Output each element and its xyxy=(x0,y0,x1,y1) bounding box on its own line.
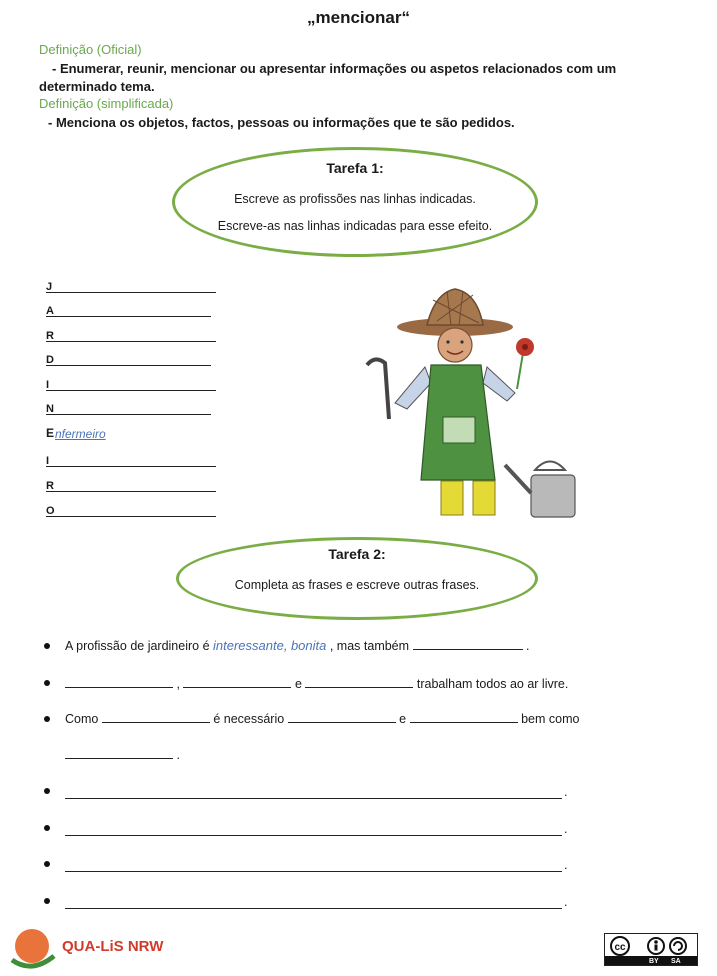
line-period: . xyxy=(564,895,568,909)
acrostic-line-r[interactable] xyxy=(46,328,216,342)
acrostic-letter: O xyxy=(46,505,55,517)
task1-instruction-1: Escreve as profissões nas linhas indicadas. xyxy=(234,192,476,206)
sentence-1: A profissão de jardineiro é interessante, bonita , mas também . xyxy=(65,638,530,653)
sentence-3-continuation: . xyxy=(65,746,180,762)
blank-field[interactable] xyxy=(305,675,413,688)
bullet xyxy=(44,861,50,867)
line-period: . xyxy=(564,858,568,872)
simplified-definition-text: - Menciona os objetos, factos, pessoas ou informações que te são pedidos. xyxy=(48,115,515,130)
acrostic-letter: N xyxy=(46,403,54,415)
watering-can-body xyxy=(531,475,575,517)
bullet xyxy=(44,788,50,794)
license-sa: SA xyxy=(671,958,681,965)
simplified-definition-label: Definição (simplificada) xyxy=(39,96,174,111)
sentence-3: Como é necessário e bem como xyxy=(65,712,580,726)
hat-crown xyxy=(427,289,483,325)
handwritten-answer: bonita xyxy=(290,638,327,653)
flower-stem xyxy=(517,353,523,389)
qualis-logo-icon xyxy=(10,926,58,972)
right-sleeve xyxy=(483,367,515,401)
handwritten-answer: interessante xyxy=(213,638,284,653)
blank-field[interactable] xyxy=(288,710,396,723)
free-writing-line[interactable] xyxy=(65,908,562,909)
free-writing-line[interactable] xyxy=(65,798,562,799)
cc-by-sa-icon xyxy=(608,936,694,956)
left-sleeve xyxy=(395,367,431,409)
garden-hoe xyxy=(367,359,389,419)
blank-field[interactable] xyxy=(410,710,518,723)
acrostic-line-r2[interactable] xyxy=(46,478,216,492)
bullet xyxy=(44,898,50,904)
bullet xyxy=(44,680,50,686)
svg-text:cc: cc xyxy=(614,942,626,953)
free-writing-line[interactable] xyxy=(65,871,562,872)
acrostic-handwritten-answer: nfermeiro xyxy=(55,427,106,441)
apron-pocket xyxy=(443,417,475,443)
line-period: . xyxy=(564,822,568,836)
sentence-2: , e trabalham todos ao ar livre. xyxy=(65,675,568,691)
official-definition-label: Definição (Oficial) xyxy=(39,42,142,57)
face xyxy=(438,328,472,362)
bullet xyxy=(44,825,50,831)
blank-field[interactable] xyxy=(65,675,173,688)
task2-instruction: Completa as frases e escreve outras frases. xyxy=(234,578,480,592)
watering-can-spout xyxy=(505,465,531,493)
official-definition-text-1: - Enumerar, reunir, mencionar ou apresentar informações ou aspetos relacionados com um xyxy=(52,61,617,76)
bullet xyxy=(44,716,50,722)
task1-title: Tarefa 1: xyxy=(326,160,384,176)
acrostic-letter: R xyxy=(46,330,54,342)
acrostic-line-a[interactable] xyxy=(46,303,211,317)
acrostic-line-e[interactable] xyxy=(46,426,111,440)
task1-ellipse xyxy=(172,147,538,257)
official-definition-text-2: determinado tema. xyxy=(39,79,155,94)
right-boot xyxy=(473,481,495,515)
free-writing-line[interactable] xyxy=(65,835,562,836)
acrostic-line-i2[interactable] xyxy=(46,453,216,467)
acrostic-letter: E xyxy=(46,426,55,440)
line-period: . xyxy=(564,785,568,799)
qualis-logo-text: QUA-LiS NRW xyxy=(62,938,164,955)
bullet xyxy=(44,643,50,649)
task1-instruction-2: Escreve-as nas linhas indicadas para esse efeito. xyxy=(217,219,493,233)
acrostic-letter: R xyxy=(46,480,54,492)
cc-license-badge xyxy=(604,933,698,966)
acrostic-line-d[interactable] xyxy=(46,352,211,366)
acrostic-line-j[interactable] xyxy=(46,279,216,293)
blank-field[interactable] xyxy=(102,710,210,723)
acrostic-line-n[interactable] xyxy=(46,401,211,415)
page-title: „mencionar“ xyxy=(307,8,410,27)
gardener-illustration xyxy=(355,285,595,525)
acrostic-letter: I xyxy=(46,455,50,467)
license-by: BY xyxy=(649,958,659,965)
acrostic-letter: J xyxy=(46,281,53,293)
blank-field[interactable] xyxy=(183,675,291,688)
acrostic-letter: I xyxy=(46,379,50,391)
acrostic-line-i[interactable] xyxy=(46,377,216,391)
acrostic-letter: D xyxy=(46,354,54,366)
acrostic-letter: A xyxy=(46,305,54,317)
blank-field[interactable] xyxy=(413,637,523,650)
left-boot xyxy=(441,481,463,515)
watering-can-handle xyxy=(535,462,565,471)
task2-ellipse xyxy=(176,537,538,620)
blank-field[interactable] xyxy=(65,746,173,759)
task2-title: Tarefa 2: xyxy=(328,546,386,562)
acrostic-line-o[interactable] xyxy=(46,503,216,517)
